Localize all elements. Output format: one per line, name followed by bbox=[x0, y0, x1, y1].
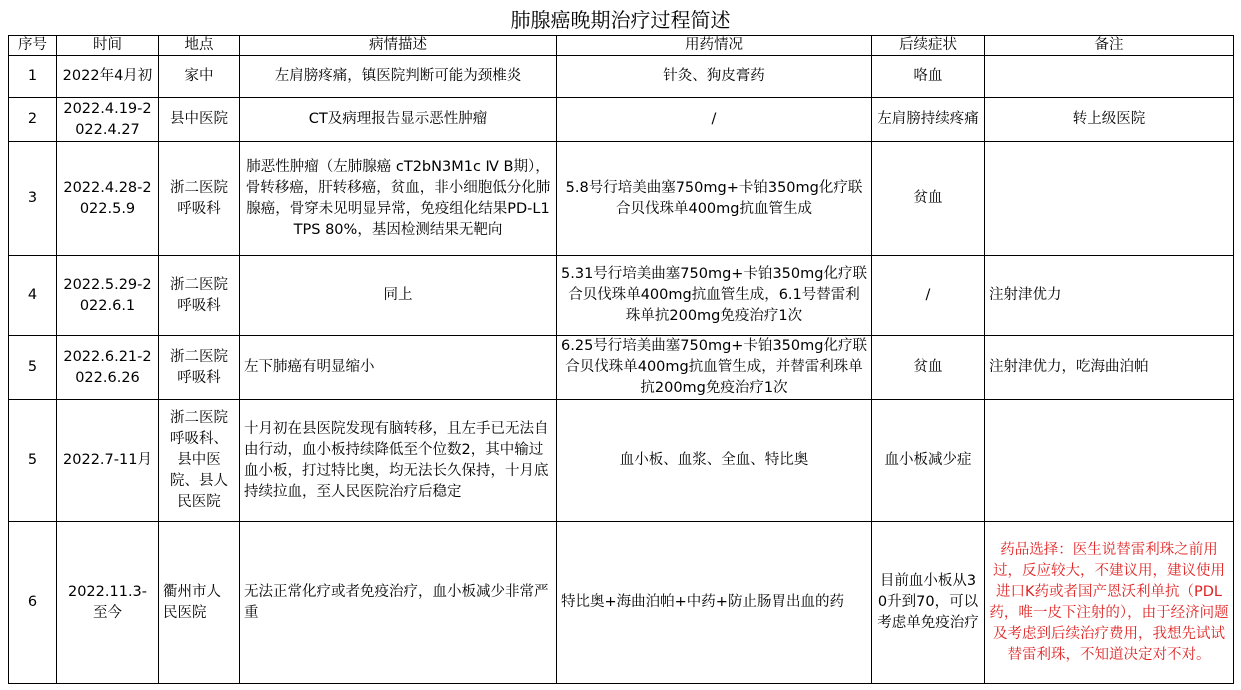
cell-place: 浙二医院呼吸科 bbox=[159, 336, 240, 400]
header-no: 序号 bbox=[9, 36, 57, 56]
cell-condition: 左肩膀疼痛，镇医院判断可能为颈椎炎 bbox=[240, 56, 557, 98]
cell-notes-highlight: 药品选择：医生说替雷利珠之前用过，反应较大，不建议用，建议使用进口K药或者国产恩沃利单抗（PDL药，唯一皮下注射的），由于经济问题及考虑到后续治疗费用，我想先试试替雷利珠，不知道决定对不对。 bbox=[985, 522, 1234, 684]
cell-no: 2 bbox=[9, 98, 57, 142]
cell-time: 2022年4月初 bbox=[57, 56, 159, 98]
cell-medication: 特比奥+海曲泊帕+中药+防止肠胃出血的药 bbox=[557, 522, 872, 684]
cell-notes: 转上级医院 bbox=[985, 98, 1234, 142]
cell-medication: 5.8号行培美曲塞750mg+卡铂350mg化疗联合贝伐珠单400mg抗血管生成 bbox=[557, 142, 872, 256]
cell-notes bbox=[985, 56, 1234, 98]
cell-no: 5 bbox=[9, 400, 57, 522]
cell-medication: / bbox=[557, 98, 872, 142]
cell-medication: 6.25号行培美曲塞750mg+卡铂350mg化疗联合贝伐珠单400mg抗血管生成，并替雷利珠单抗200mg免疫治疗1次 bbox=[557, 336, 872, 400]
cell-condition: CT及病理报告显示恶性肿瘤 bbox=[240, 98, 557, 142]
cell-place: 浙二医院呼吸科 bbox=[159, 142, 240, 256]
cell-symptoms: 目前血小板从30升到70，可以考虑单免疫治疗 bbox=[872, 522, 985, 684]
cell-condition: 左下肺癌有明显缩小 bbox=[240, 336, 557, 400]
table-row bbox=[9, 336, 1234, 400]
cell-place: 浙二医院呼吸科 bbox=[159, 256, 240, 336]
cell-no: 5 bbox=[9, 336, 57, 400]
cell-symptoms: 咯血 bbox=[872, 56, 985, 98]
cell-condition: 肺恶性肿瘤（左肺腺癌 cT2bN3M1c Ⅳ B期），骨转移癌，肝转移癌，贫血，非小细胞低分化肺腺癌，骨穿未见明显异常，免疫组化结果PD-L1 TPS 80%，基因检测结果无靶向 bbox=[240, 142, 557, 256]
cell-no: 4 bbox=[9, 256, 57, 336]
header-notes: 备注 bbox=[985, 36, 1234, 56]
table-row bbox=[9, 400, 1234, 522]
cell-symptoms: / bbox=[872, 256, 985, 336]
header-symptoms: 后续症状 bbox=[872, 36, 985, 56]
table-row bbox=[9, 56, 1234, 98]
cell-medication: 血小板、血浆、全血、特比奥 bbox=[557, 400, 872, 522]
cell-place: 家中 bbox=[159, 56, 240, 98]
header-medication: 用药情况 bbox=[557, 36, 872, 56]
cell-place: 衢州市人民医院 bbox=[159, 522, 240, 684]
cell-time: 2022.4.28-2022.5.9 bbox=[57, 142, 159, 256]
cell-notes: 注射津优力 bbox=[985, 256, 1234, 336]
cell-place: 县中医院 bbox=[159, 98, 240, 142]
cell-symptoms: 贫血 bbox=[872, 336, 985, 400]
header-condition: 病情描述 bbox=[240, 36, 557, 56]
table-row bbox=[9, 522, 1234, 684]
cell-condition: 十月初在县医院发现有脑转移，且左手已无法自由行动，血小板持续降低至个位数2，其中输过血小板，打过特比奥，均无法长久保持，十月底持续拉血，至人民医院治疗后稳定 bbox=[240, 400, 557, 522]
cell-symptoms: 血小板减少症 bbox=[872, 400, 985, 522]
cell-condition: 无法正常化疗或者免疫治疗，血小板减少非常严重 bbox=[240, 522, 557, 684]
cell-notes bbox=[985, 400, 1234, 522]
cell-symptoms: 左肩膀持续疼痛 bbox=[872, 98, 985, 142]
table-row bbox=[9, 98, 1234, 142]
document-title: 肺腺癌晚期治疗过程简述 bbox=[510, 8, 731, 32]
table-row bbox=[9, 256, 1234, 336]
cell-time: 2022.6.21-2022.6.26 bbox=[57, 336, 159, 400]
cell-condition: 同上 bbox=[240, 256, 557, 336]
cell-time: 2022.5.29-2022.6.1 bbox=[57, 256, 159, 336]
header-time: 时间 bbox=[57, 36, 159, 56]
cell-time: 2022.7-11月 bbox=[57, 400, 159, 522]
table-row bbox=[9, 142, 1234, 256]
cell-time: 2022.11.3-至今 bbox=[57, 522, 159, 684]
header-row bbox=[9, 36, 1234, 56]
cell-medication: 5.31号行培美曲塞750mg+卡铂350mg化疗联合贝伐珠单400mg抗血管生成，6.1号替雷利珠单抗200mg免疫治疗1次 bbox=[557, 256, 872, 336]
cell-no: 3 bbox=[9, 142, 57, 256]
cell-time: 2022.4.19-2022.4.27 bbox=[57, 98, 159, 142]
cell-notes bbox=[985, 142, 1234, 256]
cell-symptoms: 贫血 bbox=[872, 142, 985, 256]
cell-notes: 注射津优力，吃海曲泊帕 bbox=[985, 336, 1234, 400]
cell-place: 浙二医院呼吸科、县中医院、县人民医院 bbox=[159, 400, 240, 522]
cell-no: 6 bbox=[9, 522, 57, 684]
cell-no: 1 bbox=[9, 56, 57, 98]
cell-medication: 针灸、狗皮膏药 bbox=[557, 56, 872, 98]
treatment-table bbox=[8, 35, 1234, 684]
header-place: 地点 bbox=[159, 36, 240, 56]
